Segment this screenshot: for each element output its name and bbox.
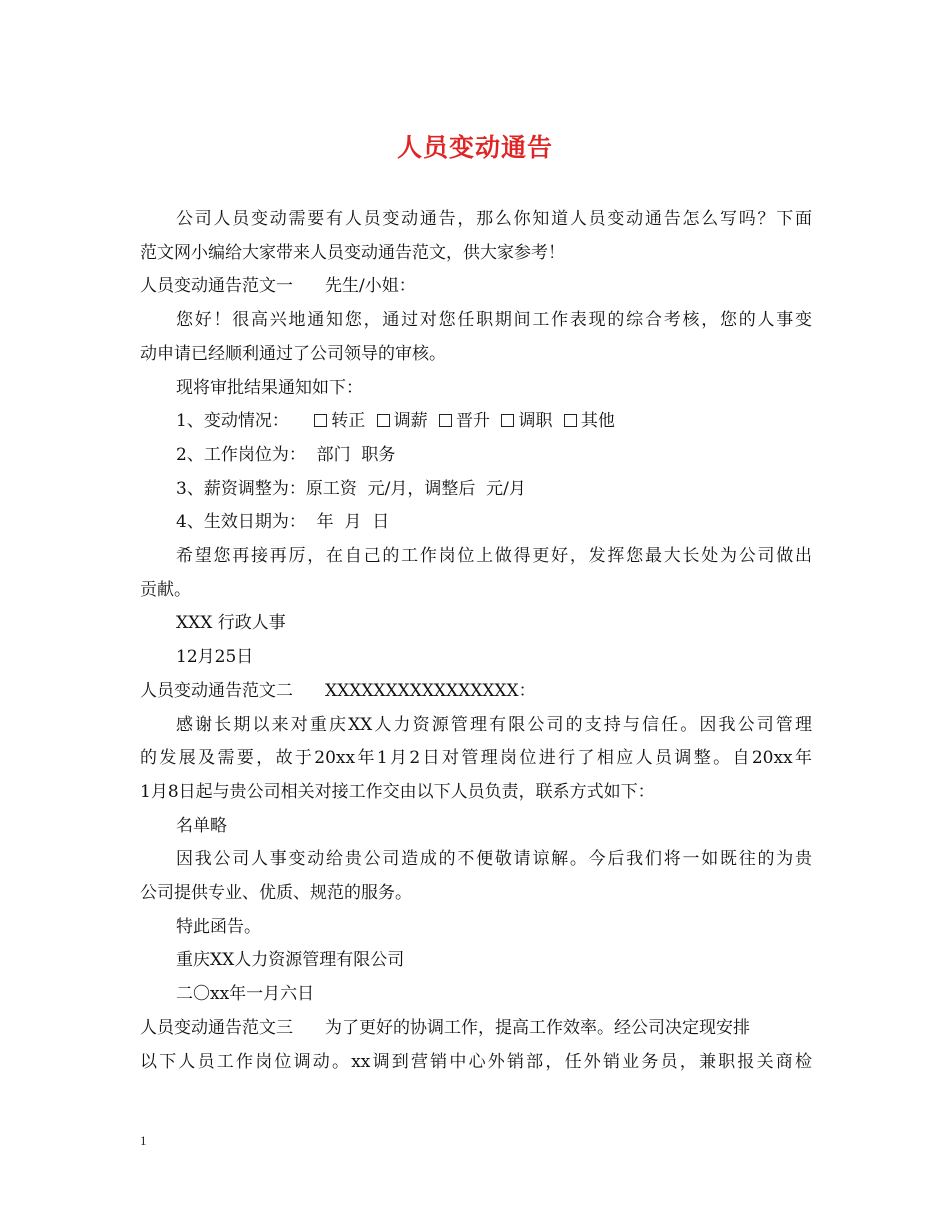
sample2-heading-line <box>140 675 812 709</box>
sample2-para1-line-3: 1月8日起与贵公司相关对接工作交由以下人员负责，联系方式如下： <box>140 781 655 802</box>
sample1-signer: XXX 行政人事 <box>176 613 286 634</box>
sample3-line-1-text: 为了更好的协调工作，提高工作效率。经公司决定现安排 <box>325 1017 750 1038</box>
option-confirm[interactable] <box>308 405 365 439</box>
option-transfer[interactable] <box>495 405 552 439</box>
sample1-para3-line-1: 希望您再接再厉，在自己的工作岗位上做得更好，发挥您最大长处为公司做出 <box>176 546 812 567</box>
sample2-para1-line-1: 感谢长期以来对重庆XX人力资源管理有限公司的支持与信任。因我公司管理 <box>176 714 812 735</box>
sample1-para3-line-2: 贡献。 <box>140 579 191 600</box>
sample2-heading: 人员变动通告范文二 <box>140 680 293 701</box>
option-salary[interactable] <box>371 405 428 439</box>
sample2-date: 二〇xx年一月六日 <box>176 984 315 1005</box>
sample2-para1-line-2: 的发展及需要，故于20xx年1月2日对管理岗位进行了相应人员调整。自20xx年 <box>140 748 812 769</box>
option-promotion[interactable] <box>433 405 490 439</box>
position-item: 2、工作岗位为： 部门 职务 <box>176 444 396 465</box>
sample1-heading: 人员变动通告范文一 <box>140 276 293 297</box>
sample1-date: 12月25日 <box>176 647 254 668</box>
option-transfer-label: 调职 <box>518 411 553 432</box>
sample2-para2-line-2: 公司提供专业、优质、规范的服务。 <box>140 883 412 904</box>
checkbox-icon[interactable] <box>564 414 577 427</box>
option-salary-label: 调薪 <box>393 411 428 432</box>
sample2-closing: 特此函告。 <box>176 916 261 937</box>
checkbox-icon[interactable] <box>314 414 327 427</box>
sample1-para1-line-1: 您好！很高兴地通知您，通过对您任职期间工作表现的综合考核，您的人事变 <box>176 310 812 331</box>
option-other-label: 其他 <box>580 411 615 432</box>
change-type-item <box>140 405 812 439</box>
sample2-company: 重庆XX人力资源管理有限公司 <box>176 950 405 971</box>
checkbox-icon[interactable] <box>377 414 390 427</box>
sample1-salutation: 先生/小姐： <box>325 276 416 297</box>
sample3-heading: 人员变动通告范文三 <box>140 1017 293 1038</box>
sample2-list-note: 名单略 <box>176 815 227 836</box>
option-other[interactable] <box>558 405 615 439</box>
sample3-heading-line <box>140 1012 812 1046</box>
document-body <box>140 203 812 1079</box>
page-number: 1 <box>140 1133 147 1148</box>
sample1-para2: 现将审批结果通知如下： <box>176 377 363 398</box>
intro-line-1: 公司人员变动需要有人员变动通告，那么你知道人员变动通告怎么写吗？下面 <box>176 209 812 229</box>
sample2-para2-line-1: 因我公司人事变动给贵公司造成的不便敬请谅解。今后我们将一如既往的为贵 <box>176 849 812 870</box>
document-title: 人员变动通告 <box>396 133 553 162</box>
sample2-addressee: XXXXXXXXXXXXXXXX： <box>325 680 536 701</box>
change-type-label: 1、变动情况： <box>176 411 289 432</box>
checkbox-icon[interactable] <box>439 414 452 427</box>
sample1-heading-line <box>140 270 812 304</box>
option-confirm-label: 转正 <box>331 411 366 432</box>
salary-item: 3、薪资调整为：原工资 元/月，调整后 元/月 <box>176 478 526 499</box>
sample1-para1-line-2: 动申请已经顺利通过了公司领导的审核。 <box>140 343 446 364</box>
checkbox-icon[interactable] <box>501 414 514 427</box>
intro-line-2: 范文网小编给大家带来人员变动通告范文，供大家参考！ <box>140 242 565 263</box>
sample3-line-2: 以下人员工作岗位调动。xx调到营销中心外销部，任外销业务员，兼职报关商检 <box>140 1051 812 1072</box>
effective-date-item: 4、生效日期为： 年 月 日 <box>176 512 390 533</box>
option-promotion-label: 晋升 <box>456 411 491 432</box>
